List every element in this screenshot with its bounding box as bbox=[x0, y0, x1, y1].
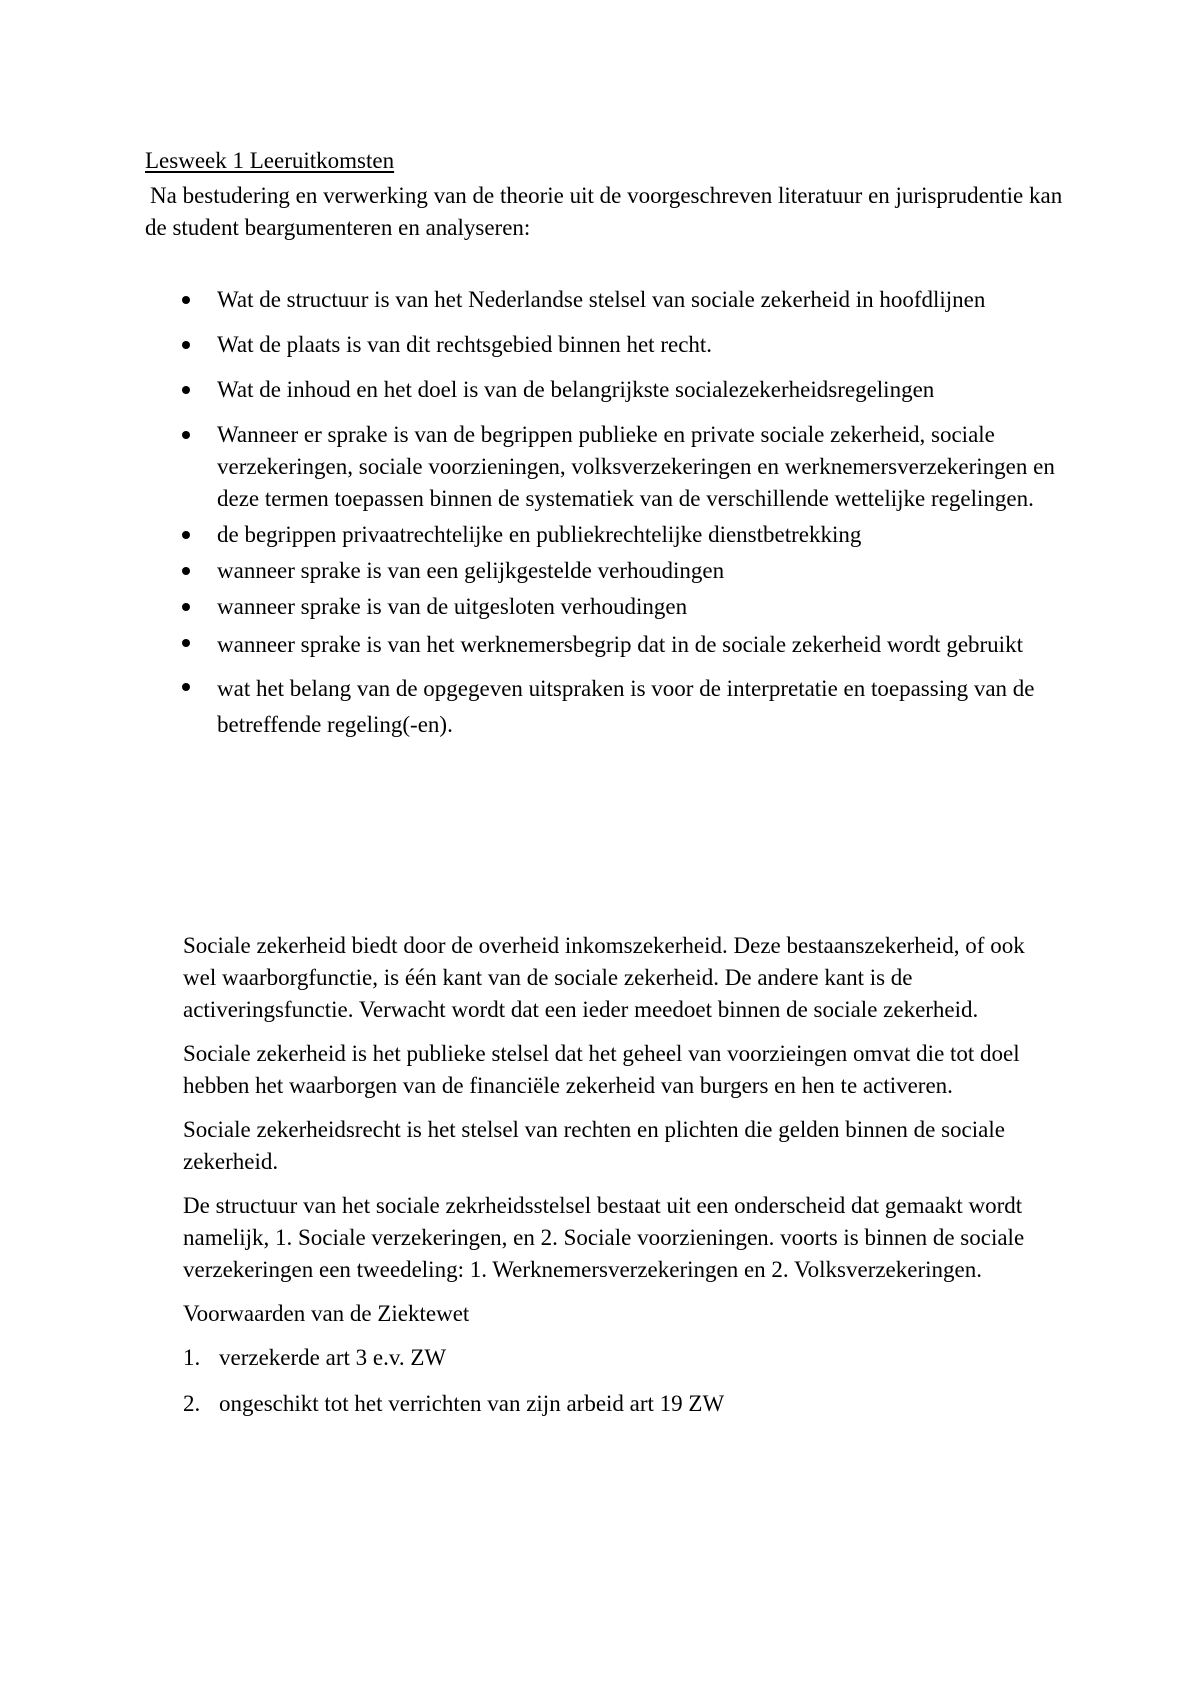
bullet-icon bbox=[182, 639, 190, 647]
numbered-item bbox=[183, 1388, 1063, 1420]
learning-outcomes-list bbox=[145, 284, 1075, 751]
bullet-icon bbox=[182, 296, 190, 304]
list-item-text: wanneer sprake is van het werknemersbegrip dat in de sociale zekerheid wordt gebruikt bbox=[217, 632, 1023, 657]
list-item-text: Wat de inhoud en het doel is van de belangrijkste socialezekerheidsregelingen bbox=[217, 377, 935, 402]
numbered-item bbox=[183, 1342, 1063, 1374]
list-item bbox=[145, 329, 1075, 361]
conditions-list bbox=[183, 1342, 1063, 1420]
paragraph: Sociale zekerheid biedt door de overheid inkomszekerheid. Deze bestaanszekerheid, of ook wel waarborgfunctie, is één kant van de sociale zekerheid. De andere kant is de activeringsfunctie. Verwacht wordt dat een ieder meedoet binnen de sociale zekerheid. bbox=[183, 933, 1025, 1022]
list-item bbox=[145, 555, 1075, 587]
list-item bbox=[145, 519, 1075, 551]
paragraph: Sociale zekerheid is het publieke stelsel dat het geheel van voorzieingen omvat die tot doel hebben het waarborgen van de financiële zekerheid van burgers en hen te activeren. bbox=[183, 1041, 1020, 1098]
item-number: 1. bbox=[183, 1345, 201, 1370]
subheading: Voorwaarden van de Ziektewet bbox=[183, 1301, 470, 1326]
paragraph: Sociale zekerheidsrecht is het stelsel van rechten en plichten die gelden binnen de sociale zekerheid. bbox=[183, 1117, 1005, 1174]
bullet-icon bbox=[182, 567, 190, 575]
body-text bbox=[183, 930, 1063, 1434]
list-item bbox=[145, 374, 1075, 406]
bullet-icon bbox=[182, 531, 190, 539]
list-item bbox=[145, 671, 1075, 743]
list-item bbox=[145, 627, 1075, 663]
list-item-text: Wat de structuur is van het Nederlandse stelsel van sociale zekerheid in hoofdlijnen bbox=[217, 287, 986, 312]
list-item-text: de begrippen privaatrechtelijke en publiekrechtelijke dienstbetrekking bbox=[217, 522, 862, 547]
bullet-icon bbox=[182, 603, 190, 611]
numbered-item-text: ongeschikt tot het verrichten van zijn arbeid art 19 ZW bbox=[219, 1391, 725, 1416]
list-item bbox=[145, 591, 1075, 623]
list-item bbox=[145, 284, 1075, 316]
list-item-text: Wanneer er sprake is van de begrippen publieke en private sociale zekerheid, sociale verzekeringen, sociale voorzieningen, volksverzekeringen en werknemersverzekeringen en deze termen toepassen binnen de systematiek van de verschillende wettelijke regelingen. bbox=[217, 422, 1055, 511]
bullet-icon bbox=[182, 683, 190, 691]
intro-paragraph: Na bestudering en verwerking van de theorie uit de voorgeschreven literatuur en jurisprudentie kan de student beargumenteren en analyseren: bbox=[145, 183, 1063, 240]
list-item-text: wat het belang van de opgegeven uitspraken is voor de interpretatie en toepassing van de betreffende regeling(-en). bbox=[217, 676, 1035, 737]
bullet-icon bbox=[182, 341, 190, 349]
list-item-text: wanneer sprake is van een gelijkgestelde verhoudingen bbox=[217, 558, 725, 583]
item-number: 2. bbox=[183, 1391, 201, 1416]
list-item-text: Wat de plaats is van dit rechtsgebied binnen het recht. bbox=[217, 332, 713, 357]
bullet-icon bbox=[182, 386, 190, 394]
paragraph: De structuur van het sociale zekrheidsstelsel bestaat uit een onderscheid dat gemaakt wordt namelijk, 1. Sociale verzekeringen, en 2. Sociale voorzieningen. voorts is binnen de sociale verzekeringen een tweedeling: 1. Werknemersverzekeringen en 2. Volksverzekeringen. bbox=[183, 1193, 1025, 1282]
list-item bbox=[145, 419, 1075, 515]
page-title: Lesweek 1 Leeruitkomsten bbox=[145, 148, 395, 173]
list-item-text: wanneer sprake is van de uitgesloten verhoudingen bbox=[217, 594, 688, 619]
bullet-icon bbox=[182, 431, 190, 439]
numbered-item-text: verzekerde art 3 e.v. ZW bbox=[219, 1345, 447, 1370]
